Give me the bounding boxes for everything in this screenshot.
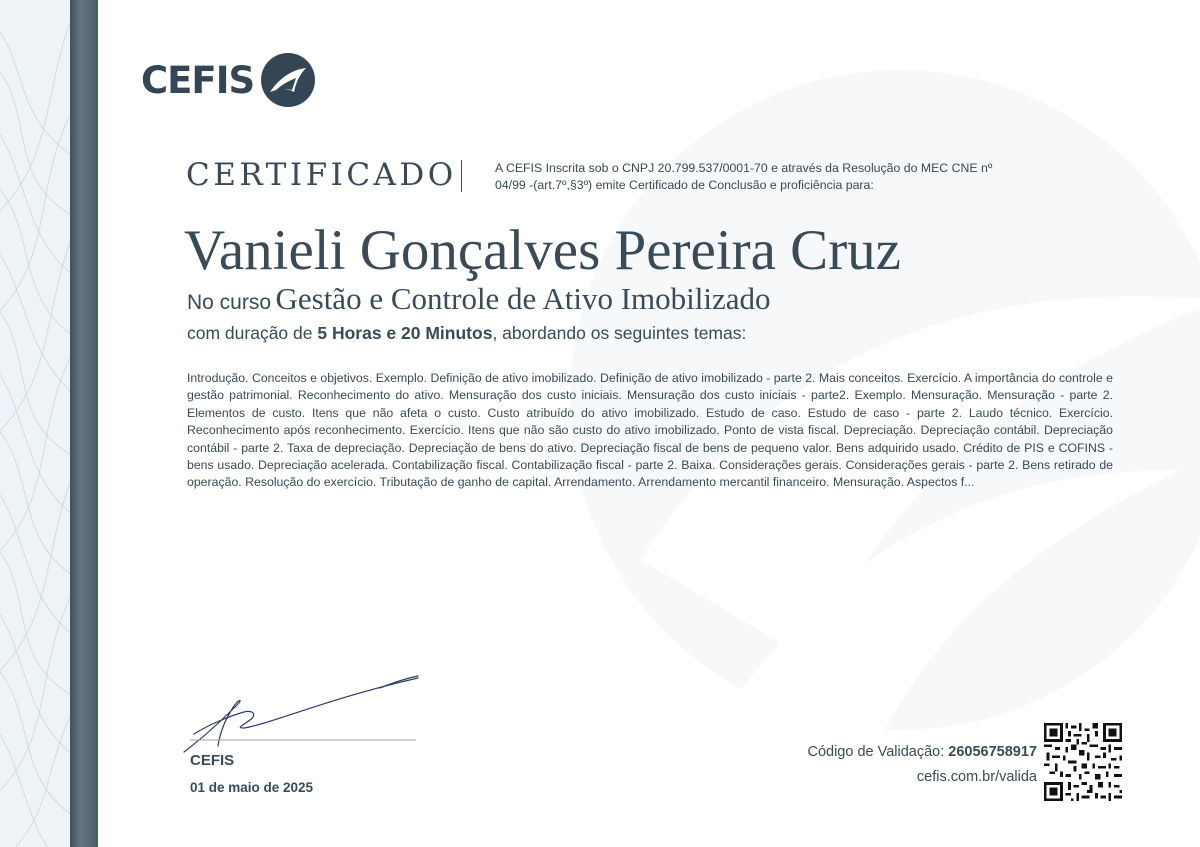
handwritten-signature xyxy=(180,672,430,762)
qr-code[interactable] xyxy=(1044,723,1122,801)
course-name: Gestão e Controle de Ativo Imobilizado xyxy=(275,281,771,316)
recipient-name: Vanieli Gonçalves Pereira Cruz xyxy=(184,219,901,282)
issue-date: 01 de maio de 2025 xyxy=(190,780,314,795)
logo-emblem-icon xyxy=(260,52,316,108)
duration-suffix: , abordando os seguintes temas: xyxy=(492,323,747,343)
validation-code-line xyxy=(807,740,1037,765)
cefis-logo xyxy=(141,52,316,108)
duration-prefix: com duração de xyxy=(187,323,313,343)
course-topics: Introdução. Conceitos e objetivos. Exemplo. Definição de ativo imobilizado. Definição de ativo imobilizado - parte 2. Mais conceitos. Exercício. A importância do controle e gestão patrimonial. Reconhecimento do ativo. Mensuração dos custo iniciais. Mensuração dos custo iniciais - parte2. Exemplo. Mensuração. Mensuração - parte 2. Elementos de custo. Itens que não afeta o custo. Custo atribuído do ativo imobilizado. Estudo de caso. Estudo de caso - parte 2. Laudo técnico. Exercício. Reconhecimento após reconhecimento. Exercício. Itens que não são custo do ativo imobilizado. Ponto de vista fiscal. Depreciação. Depreciação contábil. Depreciação contábil - parte 2. Taxa de depreciação. Depreciação de bens do ativo. Depreciação fiscal de bens de pequeno valor. Bens adquirido usado. Crédito de PIS e COFINS - bens usado. Depreciação acelerada. Contabilização fiscal. Contabilização fiscal - parte 2. Baixa. Considerações gerais. Considerações gerais - parte 2. Bens retirado de operação. Resolução do exercício. Tributação de ganho de capital. Arrendamento. Arrendamento mercantil financeiro. Mensuração. Aspectos f... xyxy=(187,371,1113,490)
title-divider xyxy=(461,160,462,192)
decorative-line-pattern xyxy=(0,0,70,847)
sidebar-stripe xyxy=(70,0,98,847)
course-line xyxy=(187,281,771,317)
certificate-intro: A CEFIS Inscrita sob o CNPJ 20.799.537/0001-70 e através da Resolução do MEC CNE nº 04/99 -(art.7º,§3º) emite Certificado de Conclusão e proficiência para: xyxy=(495,161,993,192)
validation-code: 26056758917 xyxy=(948,744,1037,760)
course-duration xyxy=(187,323,746,344)
signatory-name: CEFIS xyxy=(190,752,235,769)
course-prefix: No curso xyxy=(187,291,272,314)
duration-value: 5 Horas e 20 Minutos xyxy=(317,323,493,343)
validation-url[interactable]: cefis.com.br/valida xyxy=(916,769,1037,785)
certificate-title: CERTIFICADO xyxy=(186,157,457,193)
logo-text: CEFIS xyxy=(141,58,255,102)
validation-block xyxy=(807,740,1037,790)
validation-label: Código de Validação: xyxy=(807,744,945,760)
